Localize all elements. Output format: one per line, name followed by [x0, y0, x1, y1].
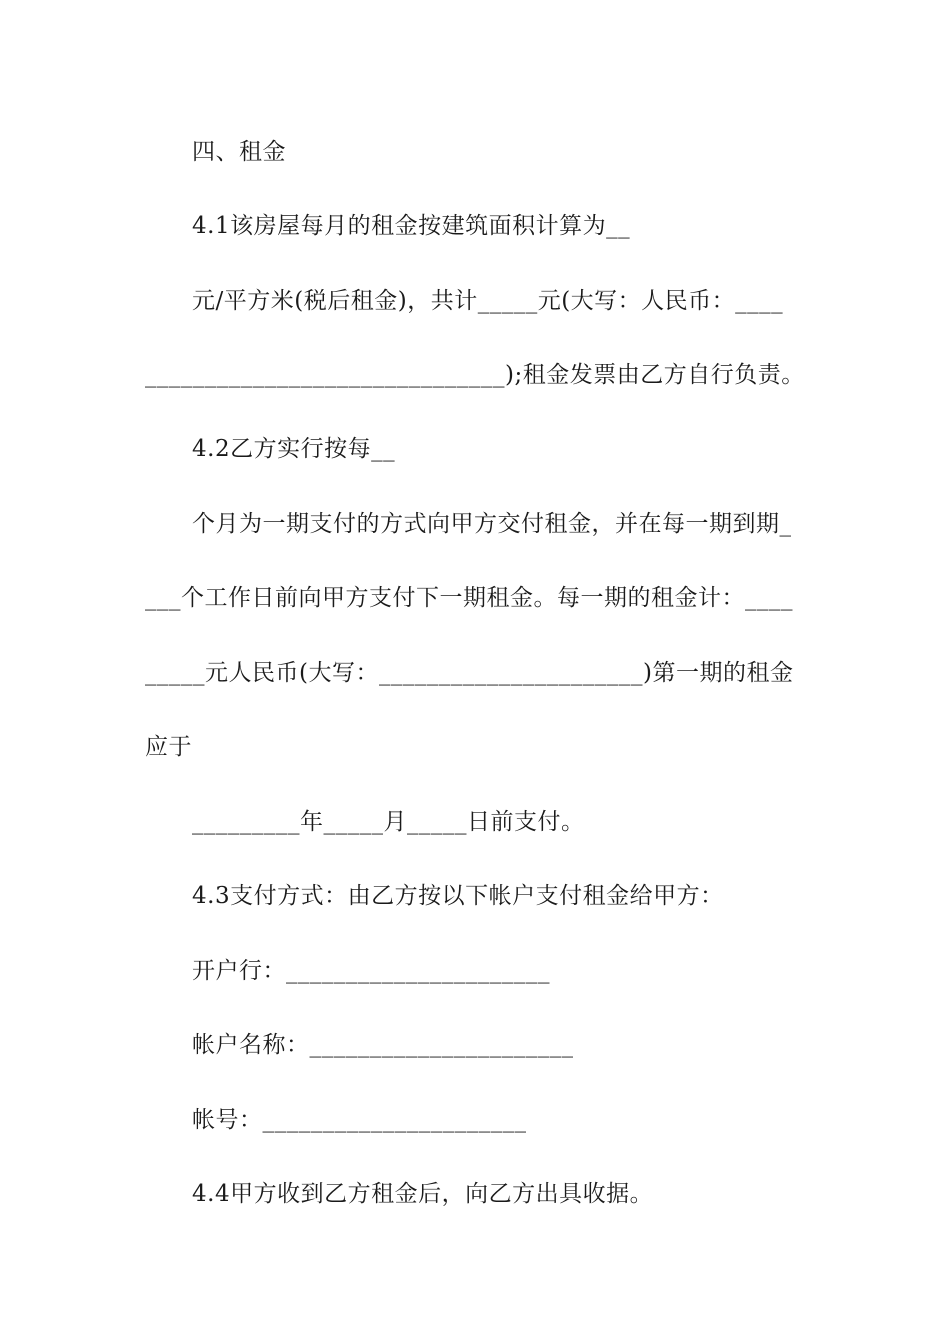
clause-4-2-cont: 个月为一期支付的方式向甲方交付租金，并在每一期到期_ [192, 511, 792, 537]
clause-4-2-date: _________年_____月_____日前支付。 [192, 809, 585, 835]
section-heading: 四、租金 [192, 139, 286, 165]
clause-4-1-cont: ______________________________);租金发票由乙方自行负责。 [145, 362, 805, 388]
clause-4-2-cont: ___个工作日前向甲方支付下一期租金。每一期的租金计：____ [145, 585, 793, 611]
clause-4-2-cont: _____元人民币(大写：______________________)第一期的租金 [145, 660, 794, 686]
bank-field: 开户行：______________________ [192, 958, 550, 984]
account-number-field: 帐号：______________________ [192, 1107, 527, 1133]
clause-4-4: 4.4甲方收到乙方租金后，向乙方出具收据。 [192, 1181, 654, 1207]
clause-4-2-cont: 应于 [145, 734, 192, 760]
clause-4-1-cont: 元/平方米(税后租金)，共计_____元(大写：人民币：____ [192, 288, 784, 314]
clause-4-1: 4.1该房屋每月的租金按建筑面积计算为__ [192, 213, 631, 239]
clause-4-2: 4.2乙方实行按每__ [192, 436, 396, 462]
clause-4-3: 4.3支付方式：由乙方按以下帐户支付租金给甲方： [192, 883, 724, 909]
account-name-field: 帐户名称：______________________ [192, 1032, 574, 1058]
